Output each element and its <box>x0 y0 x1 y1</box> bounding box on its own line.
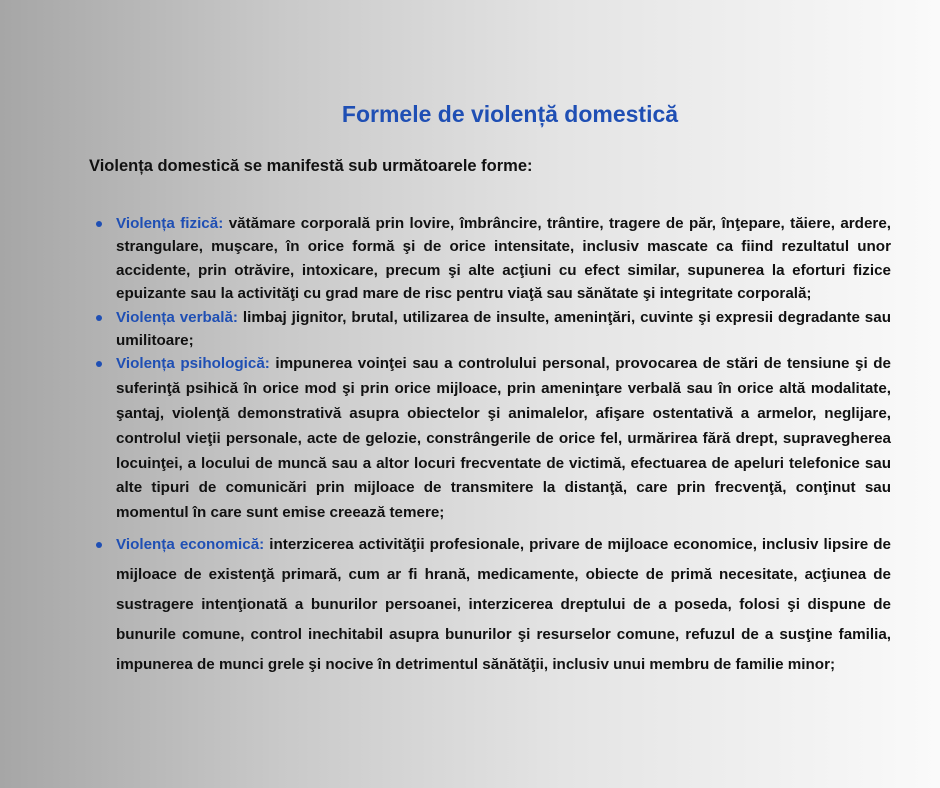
term-label: Violența fizică: <box>116 215 224 232</box>
term-label: Violența economică: <box>116 536 265 554</box>
term-description: vătămare corporală prin lovire, îmbrâncire, trântire, tragere de păr, înţepare, tăiere, ardere, strangulare, muşcare, în orice formă şi de orice intensitate, inclusiv mascate ca fiind rezultatul unor accidente, prin otrăvire, intoxicare, precum şi alte acţiuni cu efect similar, supunerea la eforturi fizice epuizante sau la activităţi cu grad mare de risc pentru viaţă sau sănătate şi integritate corporală; <box>116 215 891 303</box>
forms-list <box>94 212 891 680</box>
list-item-verbal <box>94 306 891 353</box>
term-label: Violența psihologică: <box>116 355 270 373</box>
page-title: Formele de violență domestică <box>341 101 679 127</box>
bullet-icon <box>96 361 102 367</box>
list-item-psychological <box>94 352 891 526</box>
bullet-icon <box>96 315 102 321</box>
term-description: limbaj jignitor, brutal, utilizarea de insulte, ameninţări, cuvinte şi expresii degradante sau umilitoare; <box>116 308 891 350</box>
intro-text: Violența domestică se manifestă sub următoarele forme: <box>89 157 533 175</box>
term-description: interzicerea activităţii profesionale, privare de mijloace economice, inclusiv lipsire de mijloace de existenţă primară, cum ar fi hrană, medicamente, obiecte de primă necesitate, acţiunea de sustragere intenţionată a bunurilor persoanei, interzicerea dreptului de a poseda, folosi şi dispune de bunurile comune, control inechitabil asupra bunurilor şi resurselor comune, refuzul de a susţine familia, impunerea de munci grele şi nocive în detrimentul sănătăţii, inclusiv unui membru de familie minor; <box>116 536 891 674</box>
list-item-economic <box>94 530 891 680</box>
term-label: Violența verbală: <box>116 308 238 326</box>
list-item-physical <box>94 212 891 306</box>
bullet-icon <box>96 221 102 227</box>
bullet-icon <box>96 542 102 548</box>
term-description: impunerea voinţei sau a controlului personal, provocarea de stări de tensiune şi de suferinţă psihică în orice mod şi prin orice mijloace, prin ameninţare verbală sau în orice altă modalitate, şantaj, violenţă demonstrativă asupra obiectelor şi animalelor, afişare ostentativă a armelor, neglijare, controlul vieţii personale, acte de gelozie, constrângerile de orice fel, urmărirea fără drept, supravegherea locuinţei, a locului de muncă sau a altor locuri frecventate de victimă, efectuarea de apeluri telefonice sau alte tipuri de comunicări prin mijloace de transmitere la distanţă, care prin frecvenţă, conţinut sau momentul în care sunt emise creează temere; <box>116 355 891 522</box>
